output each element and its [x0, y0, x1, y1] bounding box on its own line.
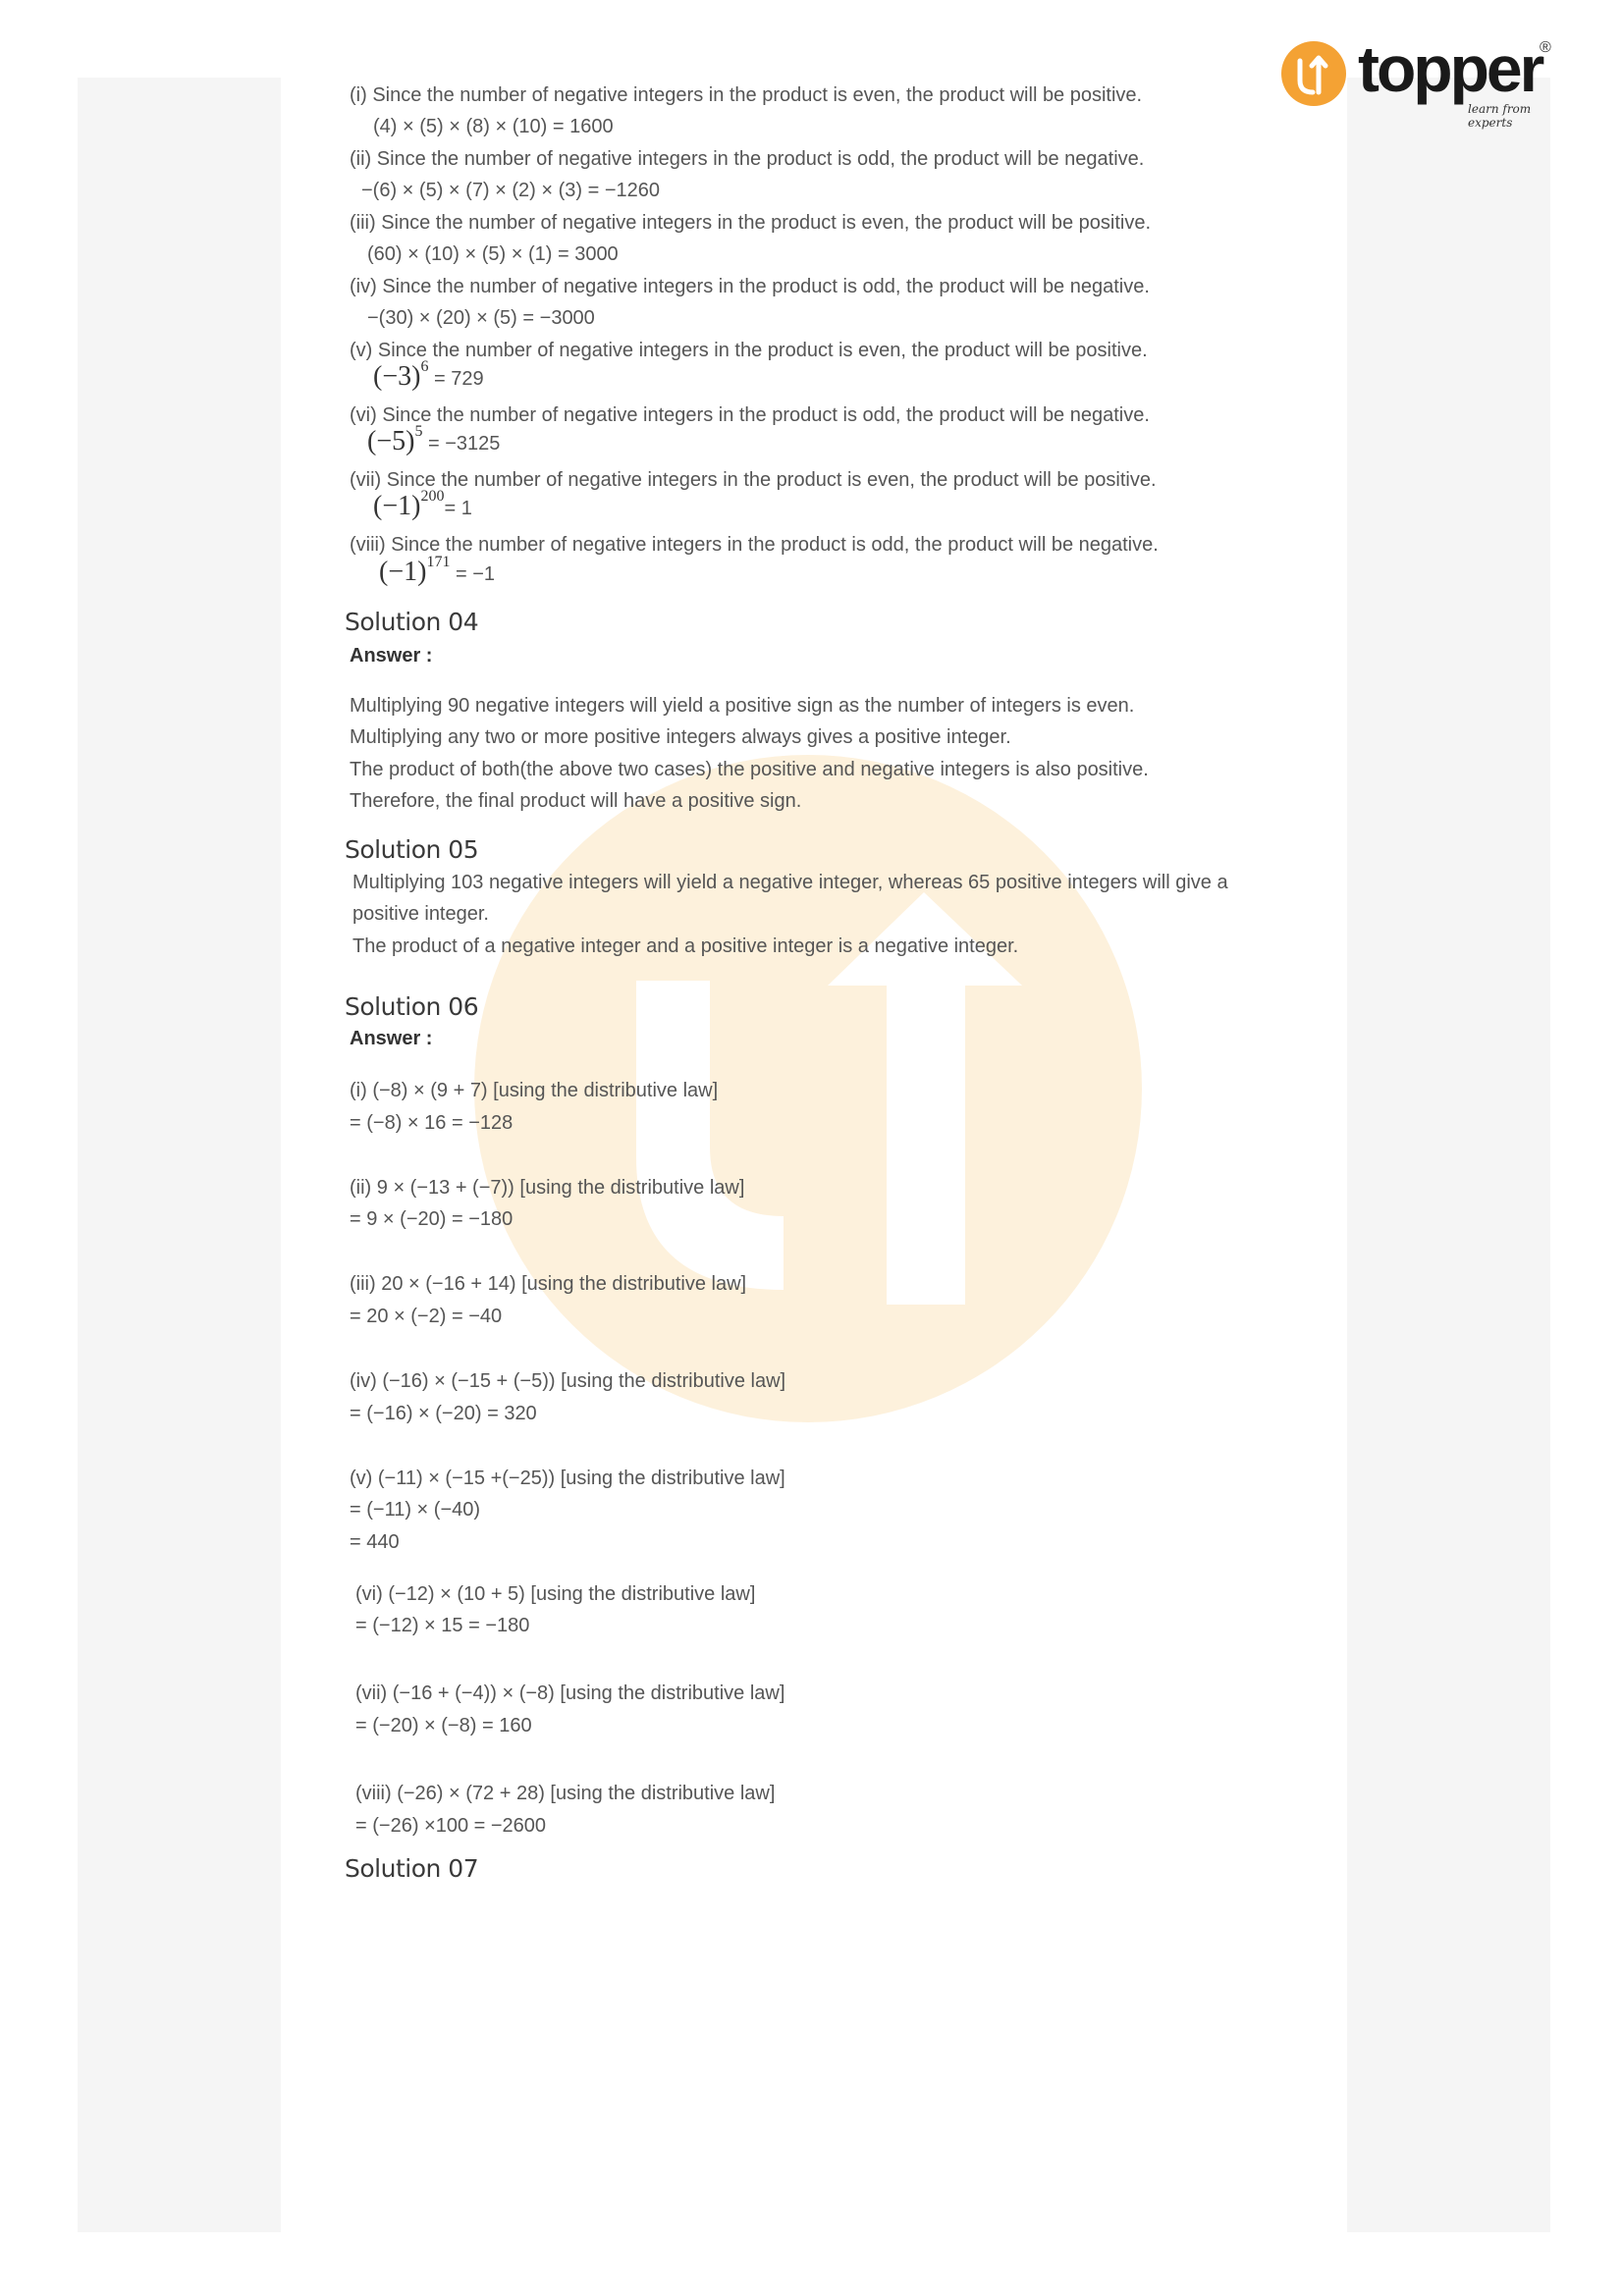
solution-line: (vi) (−12) × (10 + 5) [using the distributive law] — [355, 1583, 756, 1605]
solution-line: (v) (−11) × (−15 +(−25)) [using the distributive law] — [350, 1468, 785, 1489]
power-exponent: 200 — [420, 488, 445, 505]
power-base: (−1) — [379, 557, 427, 587]
solution-line: positive integer. — [352, 903, 489, 925]
power-result: = 1 — [444, 498, 472, 519]
solution-equation: = (−26) ×100 = −2600 — [355, 1815, 547, 1837]
logo-wordmark: topper — [1358, 32, 1542, 105]
power-equation — [379, 554, 496, 588]
power-result: = 729 — [428, 368, 484, 390]
power-equation — [373, 488, 472, 522]
solution-line: (i) (−8) × (9 + 7) [using the distributive law] — [350, 1080, 719, 1101]
solution-line: (iii) Since the number of negative integers in the product is even, the product will be positive. — [350, 212, 1151, 234]
solution-line: (viii) (−26) × (72 + 28) [using the distributive law] — [355, 1783, 776, 1804]
solution-line: Multiplying 103 negative integers will yield a negative integer, whereas 65 positive integers will give a — [352, 872, 1228, 893]
logo-tagline: learn from experts — [1468, 102, 1532, 130]
power-base: (−3) — [373, 361, 421, 392]
power-base: (−1) — [373, 491, 421, 521]
solution-line: (v) Since the number of negative integers in the product is even, the product will be positive. — [350, 340, 1148, 361]
power-base: (−5) — [367, 426, 415, 456]
solution-equation: = (−16) × (−20) = 320 — [350, 1403, 537, 1424]
power-equation — [373, 358, 484, 393]
power-exponent: 5 — [414, 423, 423, 440]
power-result: = −3125 — [422, 433, 501, 454]
solution-equation: −(30) × (20) × (5) = −3000 — [367, 307, 595, 329]
power-exponent: 6 — [420, 358, 429, 375]
solution-line: Multiplying any two or more positive integers always gives a positive integer. — [350, 726, 1011, 748]
brand-logo — [1281, 32, 1566, 130]
logo-circle-icon — [1281, 41, 1346, 106]
solution-line: (iv) Since the number of negative integers in the product is odd, the product will be negative. — [350, 276, 1150, 297]
power-exponent: 171 — [426, 554, 451, 570]
section-heading: Solution 06 — [345, 992, 479, 1021]
solution-line: The product of a negative integer and a positive integer is a negative integer. — [352, 935, 1019, 957]
solution-line: Multiplying 90 negative integers will yield a positive sign as the number of integers is even. — [350, 695, 1135, 717]
solution-line: (vi) Since the number of negative integers in the product is odd, the product will be negative. — [350, 404, 1150, 426]
section-heading: Solution 07 — [345, 1854, 479, 1883]
power-equation — [367, 423, 501, 457]
solution-line: The product of both(the above two cases) the positive and negative integers is also positive. — [350, 759, 1149, 780]
solution-equation: = (−11) × (−40) — [350, 1499, 481, 1521]
solution-equation: (60) × (10) × (5) × (1) = 3000 — [367, 243, 619, 265]
solution-line: (iii) 20 × (−16 + 14) [using the distributive law] — [350, 1273, 747, 1295]
right-margin-panel — [1347, 78, 1550, 2232]
solution-equation: = 9 × (−20) = −180 — [350, 1208, 514, 1230]
registered-mark: ® — [1540, 39, 1551, 56]
power-result: = −1 — [450, 563, 496, 585]
logo-u-arrow-icon — [1281, 41, 1346, 106]
section-heading: Solution 04 — [345, 608, 479, 636]
solution-equation: (4) × (5) × (8) × (10) = 1600 — [373, 116, 614, 137]
solution-line: (iv) (−16) × (−15 + (−5)) [using the distributive law] — [350, 1370, 786, 1392]
solution-line: (ii) 9 × (−13 + (−7)) [using the distributive law] — [350, 1177, 745, 1199]
answer-label: Answer : — [350, 645, 433, 667]
solution-line: (viii) Since the number of negative integers in the product is odd, the product will be negative. — [350, 534, 1159, 556]
solution-line: (ii) Since the number of negative integers in the product is odd, the product will be negative. — [350, 148, 1145, 170]
solution-equation: = (−8) × 16 = −128 — [350, 1112, 514, 1134]
solution-line: Therefore, the final product will have a positive sign. — [350, 790, 802, 812]
solution-line: (vii) Since the number of negative integers in the product is even, the product will be positive. — [350, 469, 1157, 491]
solution-equation: −(6) × (5) × (7) × (2) × (3) = −1260 — [361, 180, 661, 201]
left-margin-panel — [78, 78, 281, 2232]
solution-equation: = 440 — [350, 1531, 400, 1553]
solution-line: (vii) (−16 + (−4)) × (−8) [using the distributive law] — [355, 1682, 785, 1704]
answer-label: Answer : — [350, 1028, 433, 1049]
section-heading: Solution 05 — [345, 835, 479, 864]
solution-line: (i) Since the number of negative integers in the product is even, the product will be positive. — [350, 84, 1143, 106]
solution-equation: = 20 × (−2) = −40 — [350, 1306, 503, 1327]
solution-equation: = (−12) × 15 = −180 — [355, 1615, 530, 1636]
solution-equation: = (−20) × (−8) = 160 — [355, 1715, 532, 1736]
